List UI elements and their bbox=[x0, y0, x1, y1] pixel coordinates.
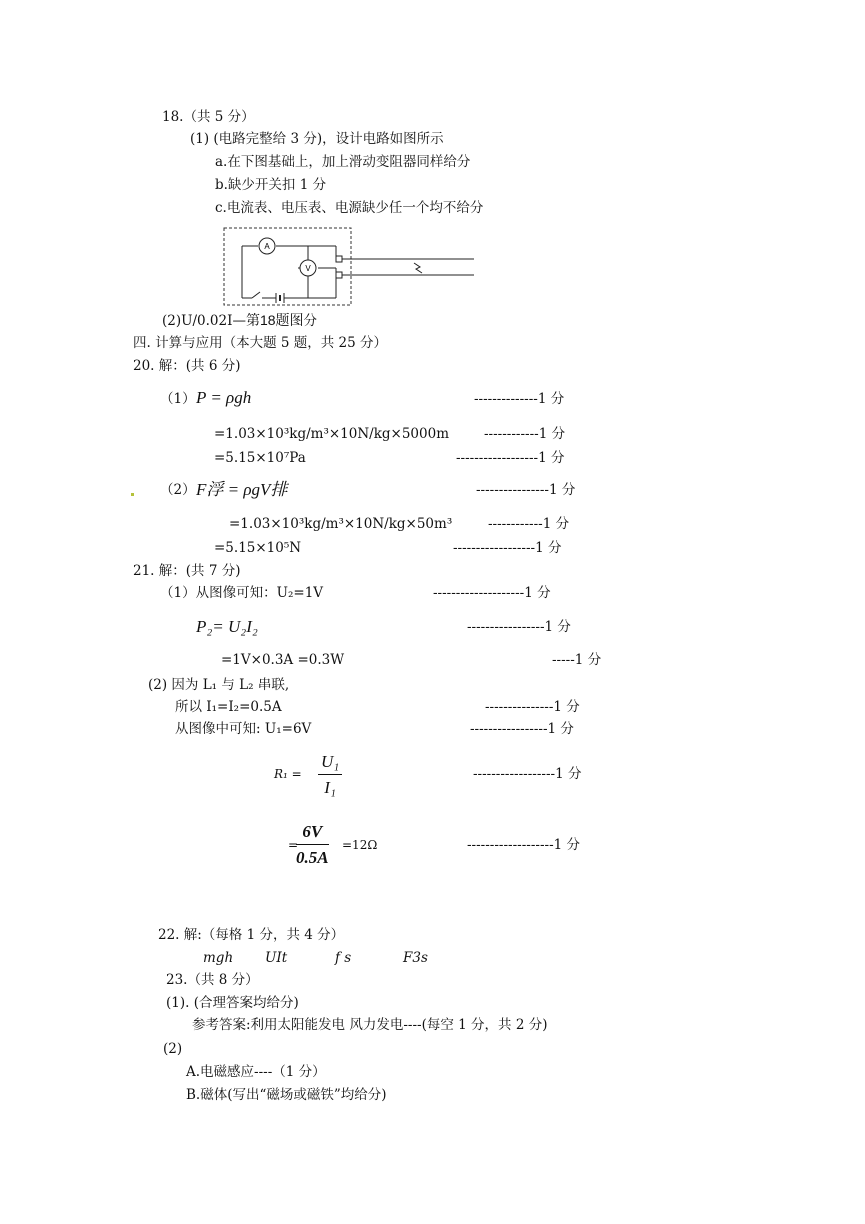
q18-part1: (1) (电路完整给 3 分)，设计电路如图所示 bbox=[190, 131, 444, 147]
q20-heading: 20. 解：(共 6 分) bbox=[133, 358, 241, 374]
q22-answer-3: f s bbox=[335, 950, 352, 966]
q20-step4-tag: （2） bbox=[160, 482, 196, 498]
q21-r1-value-score: -------------------1 分 bbox=[467, 837, 581, 853]
q20-step5: =1.03×10³kg/m³×10N/kg×50m³ bbox=[229, 516, 453, 532]
q23-part2: (2) bbox=[163, 1041, 183, 1057]
q20-step4-formula: F浮 = ρgV排 bbox=[196, 480, 288, 499]
q21-step1-score: --------------------1 分 bbox=[433, 585, 551, 601]
q20-step6: =5.15×10⁵N bbox=[214, 540, 302, 556]
q21-step3: =1V×0.3A =0.3W bbox=[221, 652, 345, 668]
q20-step5-score: ------------1 分 bbox=[488, 516, 570, 532]
q21-step2-score: -----------------1 分 bbox=[467, 619, 571, 635]
diagram-dashed-border bbox=[224, 228, 351, 305]
fraction-denominator: 0.5A bbox=[296, 848, 329, 867]
q22-answer-1: mgh bbox=[203, 950, 234, 966]
voltmeter-label: V bbox=[305, 264, 311, 273]
q22-answer-4: F3s bbox=[403, 950, 428, 966]
q20-step1-formula: P = ρgh bbox=[196, 388, 252, 407]
q21-r1-result: =12Ω bbox=[342, 838, 378, 852]
q21-step2-formula: P₂= U₂I₂ bbox=[196, 617, 258, 636]
q21-r1-lhs: R₁ = bbox=[274, 767, 302, 781]
q22-heading: 22. 解:（每格 1 分，共 4 分） bbox=[158, 927, 345, 943]
q18-item-c: c.电流表、电压表、电源缺少任一个均不给分 bbox=[215, 200, 484, 216]
ammeter-label: A bbox=[264, 242, 270, 251]
circuit-diagram bbox=[222, 226, 477, 308]
q20-step2-score: ------------1 分 bbox=[484, 426, 566, 442]
q18-item-a: a.在下图基础上，加上滑动变阻器同样给分 bbox=[215, 154, 471, 170]
q23-item-b: B.磁体(写出“磁场或磁铁”均给分) bbox=[186, 1087, 387, 1103]
q18-heading: 18.（共 5 分） bbox=[162, 109, 255, 125]
q21-r1-eq: = bbox=[288, 838, 299, 852]
q23-item-a: A.电磁感应----（1 分） bbox=[186, 1064, 326, 1080]
stray-mark bbox=[131, 493, 134, 496]
q21-step4: (2) 因为 L₁ 与 L₂ 串联, bbox=[148, 677, 290, 693]
q21-step5-score: ---------------1 分 bbox=[485, 699, 580, 715]
q21-step1: （1）从图像可知：U₂=1V bbox=[160, 585, 324, 601]
q18-part2 bbox=[162, 311, 317, 330]
q22-answer-2: UIt bbox=[265, 950, 288, 966]
q20-step4-score: ----------------1 分 bbox=[476, 482, 576, 498]
fraction-denominator: I₁ bbox=[324, 778, 336, 797]
fraction-numerator: U₁ bbox=[318, 752, 342, 775]
q20-step3-score: ------------------1 分 bbox=[456, 450, 565, 466]
q23-reference-answer: 参考答案:利用太阳能发电 风力发电----(每空 1 分，共 2 分) bbox=[192, 1017, 548, 1033]
q20-step1-tag: （1） bbox=[160, 391, 196, 407]
q18-part2-text: (2)U/0.02I— bbox=[162, 313, 246, 329]
section-four-heading: 四. 计算与应用（本大题 5 题，共 25 分） bbox=[133, 335, 388, 351]
figure-caption: 第18题图 bbox=[245, 312, 304, 328]
q21-r1-fraction bbox=[318, 752, 342, 798]
q21-step3-score: -----1 分 bbox=[552, 652, 602, 668]
q20-step3: =5.15×10⁷Pa bbox=[214, 450, 306, 466]
q20-step2: =1.03×10³kg/m³×10N/kg×5000m bbox=[214, 426, 449, 442]
q18-part2-tail: 分 bbox=[303, 313, 318, 329]
q21-r1-score: ------------------1 分 bbox=[473, 766, 582, 782]
fraction-numerator: 6V bbox=[296, 822, 329, 845]
q18-item-b: b.缺少开关扣 1 分 bbox=[215, 177, 327, 193]
q20-step1-score: --------------1 分 bbox=[474, 391, 565, 407]
q21-step5: 所以 I₁=I₂=0.5A bbox=[175, 699, 282, 715]
q23-part1: (1). (合理答案均给分) bbox=[166, 995, 299, 1011]
q20-step6-score: ------------------1 分 bbox=[453, 540, 562, 556]
q23-heading: 23.（共 8 分） bbox=[166, 972, 259, 988]
q21-step6-score: -----------------1 分 bbox=[470, 721, 574, 737]
q21-step6: 从图像中可知: U₁=6V bbox=[175, 721, 312, 737]
q21-r1-value-fraction bbox=[296, 822, 329, 868]
q21-heading: 21. 解：(共 7 分) bbox=[133, 563, 241, 579]
